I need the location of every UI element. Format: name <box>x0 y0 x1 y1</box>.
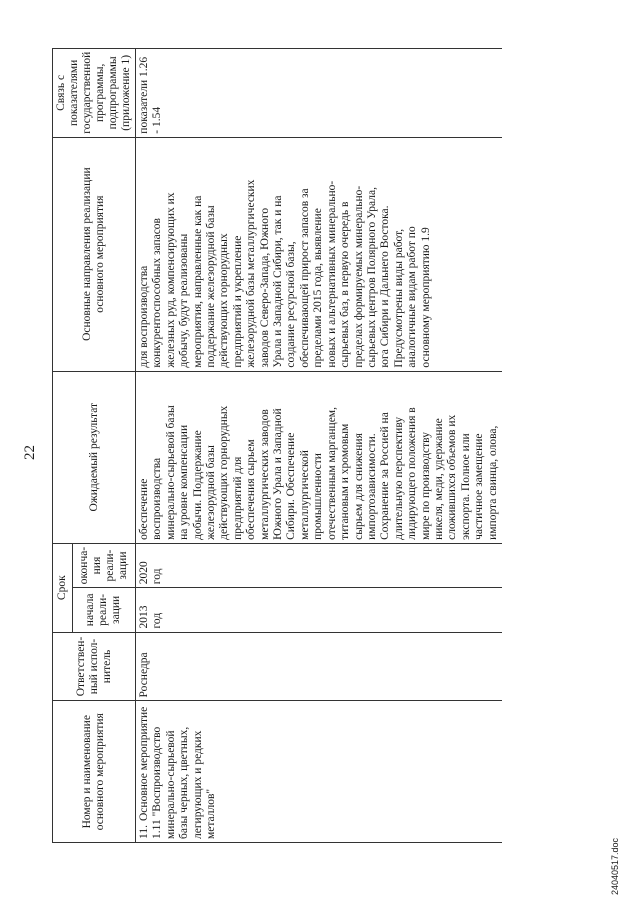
cell-link: показатели 1.26 - 1.54 <box>136 49 502 138</box>
table-row <box>136 49 502 843</box>
cell-result: обеспечение воспроизводства минерально-сырьевой базы на уровне компенсации добычи. Поддержание железорудной базы действующих горнорудных предприятий для обеспечения сырьем металлургических заводов Южного Урала и Западной Сибири. Обеспечение металлургической промышленности отечественным марганцем, титановым и хромовым сырьем для снижения импортозависимости. Сохранение за Россией на длительную перспективу лидирующего положения в мире по производству никеля, меди, удержание сложившихся объемов их экспорта. Полное или частичное замещение импорта свинца, олова, <box>136 371 502 543</box>
cell-directions: для воспроизводства конкурентоспособных запасов железных руд, компенсирующих их добычу, будут реализованы мероприятия, направленные как на поддержание железорудной базы действующих горнорудных предприятий и укрепление железорудной базы металлургических заводов Северо-Запада, Южного Урала и Западной Сибири, так и на создание ресурсной базы, обеспечивающей прирост запасов за пределами 2015 года, выявление новых и альтернативных минерально- сырьевых баз, в первую очередь в пределах формируемых минерально- сырьевых центров Полярного Урала, юга Сибири и Дальнего Востока. Предусмотрены виды работ, аналогичные видам работ по основному мероприятию 1.9 <box>136 137 502 371</box>
table-header-row <box>53 49 73 843</box>
header-end: оконча-ния реали-зации <box>72 543 135 587</box>
cell-number-name <box>136 701 502 843</box>
row-number: 11. <box>138 825 150 839</box>
cell-start: 2013 год <box>136 588 502 632</box>
header-responsible: Ответствен-ный испол-нитель <box>53 632 136 701</box>
file-id: 24040517.doc <box>610 837 620 895</box>
measure-name: Основное мероприятие 1.11 "Воспроизводство минерально-сырьевой базы черных, цветных, легирующих и редких металлов" <box>138 706 218 839</box>
page-number: 22 <box>22 445 38 460</box>
cell-end: 2020 год <box>136 543 502 587</box>
header-directions: Основные направления реализации основного мероприятия <box>53 137 136 371</box>
header-term: Срок <box>53 543 73 632</box>
cell-responsible: Роснедра <box>136 632 502 701</box>
measures-table <box>52 48 502 843</box>
header-start: начала реали-зации <box>72 588 135 632</box>
header-link: Связь с показателями государственной программы, подпрограммы (приложение 1) <box>53 49 136 138</box>
header-result: Ожидаемый результат <box>53 371 136 543</box>
header-number-name: Номер и наименование основного мероприятия <box>53 701 136 843</box>
